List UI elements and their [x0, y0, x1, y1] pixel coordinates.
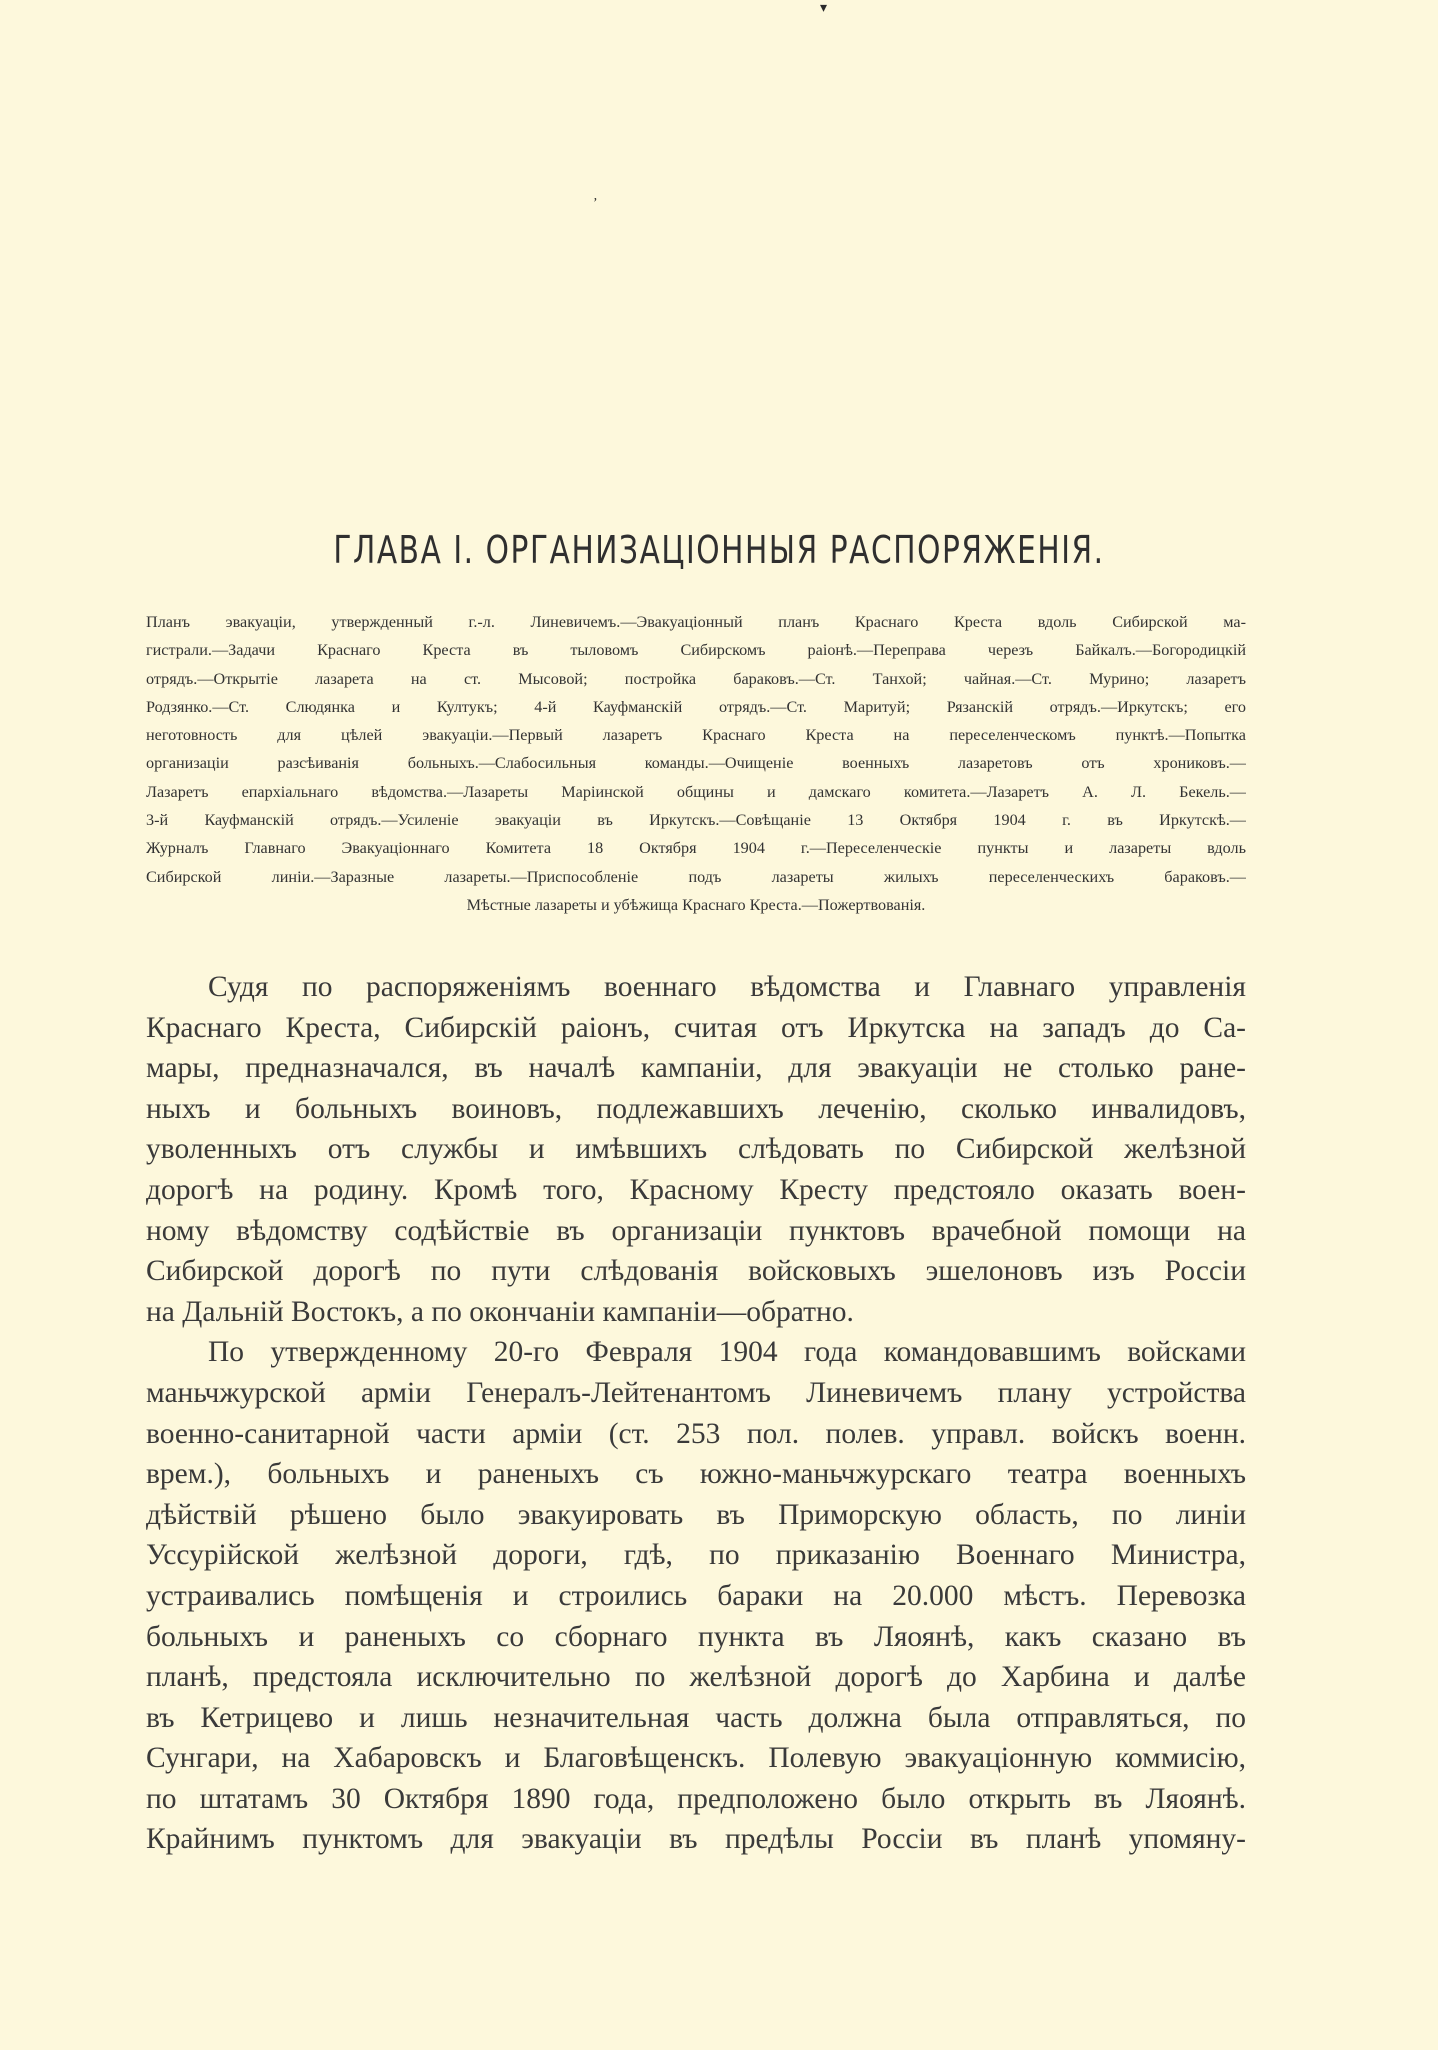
body-line: на Дальній Востокъ, а по окончаніи кампаніи—обратно.: [146, 1295, 854, 1328]
page-mark-speck: ʼ: [592, 196, 597, 211]
body-line: военно-санитарной части арміи (ст. 253 пол. полев. управл. войскъ военн.: [146, 1417, 1246, 1450]
summary-line: 3-й Кауфманскій отрядъ.—Усиленіе эвакуаціи въ Иркутскъ.—Совѣщаніе 13 Октября 1904 г. въ Иркутскѣ.—: [146, 811, 1246, 830]
summary-line: Лазаретъ епархіальнаго вѣдомства.—Лазареты Маріинской общины и дамскаго комитета.—Лазаретъ А. Л. Бекель.—: [146, 782, 1246, 801]
body-line: Краснаго Креста, Сибирскій раіонъ, считая отъ Иркутска на западъ до Са-: [146, 1011, 1246, 1044]
body-text: [146, 967, 1246, 1860]
body-line: уволенныхъ отъ службы и имѣвшихъ слѣдовать по Сибирской желѣзной: [146, 1133, 1246, 1166]
body-line: Сунгари, на Хабаровскъ и Благовѣщенскъ. Полевую эвакуаціонную коммисію,: [146, 1742, 1246, 1775]
body-line: мары, предназначался, въ началѣ кампаніи, для эвакуаціи не столько ране-: [146, 1052, 1246, 1085]
body-line: врем.), больныхъ и раненыхъ съ южно-маньчжурскаго театра военныхъ: [146, 1458, 1246, 1491]
body-line: По утвержденному 20-го Февраля 1904 года командовавшимъ войсками: [208, 1336, 1246, 1369]
body-line: планѣ, предстояла исключительно по желѣзной дорогѣ до Харбина и далѣе: [146, 1661, 1246, 1694]
summary-line: неготовность для цѣлей эвакуаціи.—Первый лазаретъ Краснаго Креста на переселенческомъ пунктѣ.—Попытка: [146, 726, 1246, 745]
body-line: ному вѣдомству содѣйствіе въ организаціи пунктовъ врачебной помощи на: [146, 1214, 1246, 1247]
chapter-title: ГЛАВА I. ОРГАНИЗАЦІОННЫЯ РАСПОРЯЖЕНІЯ.: [333, 528, 1105, 572]
summary-line: гистрали.—Задачи Краснаго Креста въ тыловомъ Сибирскомъ раіонѣ.—Переправа черезъ Байкалъ.—Богородицкій: [146, 641, 1246, 660]
summary-line: Журналъ Главнаго Эвакуаціоннаго Комитета 18 Октября 1904 г.—Переселенческіе пункты и лазареты вдоль: [146, 839, 1246, 858]
body-line: дѣйствій рѣшено было эвакуировать въ Приморскую область, по линіи: [146, 1498, 1246, 1531]
body-line: Крайнимъ пунктомъ для эвакуаціи въ предѣлы Россіи въ планѣ упомяну-: [146, 1823, 1246, 1856]
body-line: дорогѣ на родину. Кромѣ того, Красному Кресту предстояло оказать воен-: [146, 1173, 1246, 1206]
summary-line: организаціи разсѣиванія больныхъ.—Слабосильныя команды.—Очищеніе военныхъ лазаретовъ отъ хрониковъ.—: [146, 754, 1246, 773]
body-line: Судя по распоряженіямъ военнаго вѣдомства и Главнаго управленія: [208, 971, 1246, 1003]
summary-line: отрядъ.—Открытіе лазарета на ст. Мысовой; постройка бараковъ.—Ст. Танхой; чайная.—Ст. Мурино; лазаретъ: [146, 669, 1246, 688]
body-line: больныхъ и раненыхъ со сборнаго пункта въ Ляоянѣ, какъ сказано въ: [146, 1620, 1246, 1653]
page-mark-top: ▾: [820, 1, 828, 16]
body-line: устраивались помѣщенія и строились бараки на 20.000 мѣстъ. Перевозка: [146, 1579, 1246, 1612]
body-line: маньчжурской арміи Генералъ-Лейтенантомъ Линевичемъ плану устройства: [146, 1376, 1246, 1409]
body-line: ныхъ и больныхъ воиновъ, подлежавшихъ леченію, сколько инвалидовъ,: [146, 1092, 1246, 1125]
body-line: Уссурійской желѣзной дороги, гдѣ, по приказанію Военнаго Министра,: [146, 1539, 1246, 1572]
summary-line: Планъ эвакуаціи, утвержденный г.-л. Линевичемъ.—Эвакуаціонный планъ Краснаго Креста вдоль Сибирской ма-: [146, 613, 1246, 631]
summary-line: Сибирской линіи.—Заразные лазареты.—Приспособленіе подъ лазареты жилыхъ переселенческихъ бараковъ.—: [146, 867, 1246, 886]
body-line: Сибирской дорогѣ по пути слѣдованія войсковыхъ эшелоновъ изъ Россіи: [146, 1255, 1246, 1288]
summary-line: Мѣстные лазареты и убѣжища Краснаго Креста.—Пожертвованія.: [466, 895, 926, 914]
body-line: въ Кетрицево и лишь незначительная часть должна была отправляться, по: [146, 1701, 1246, 1734]
chapter-summary: [146, 608, 1246, 919]
body-line: по штатамъ 30 Октября 1890 года, предположено было открыть въ Ляоянѣ.: [146, 1782, 1246, 1815]
summary-line: Родзянко.—Ст. Слюдянка и Култукъ; 4-й Кауфманскій отрядъ.—Ст. Маритуй; Рязанскій отрядъ.—Иркутскъ; его: [146, 697, 1246, 716]
